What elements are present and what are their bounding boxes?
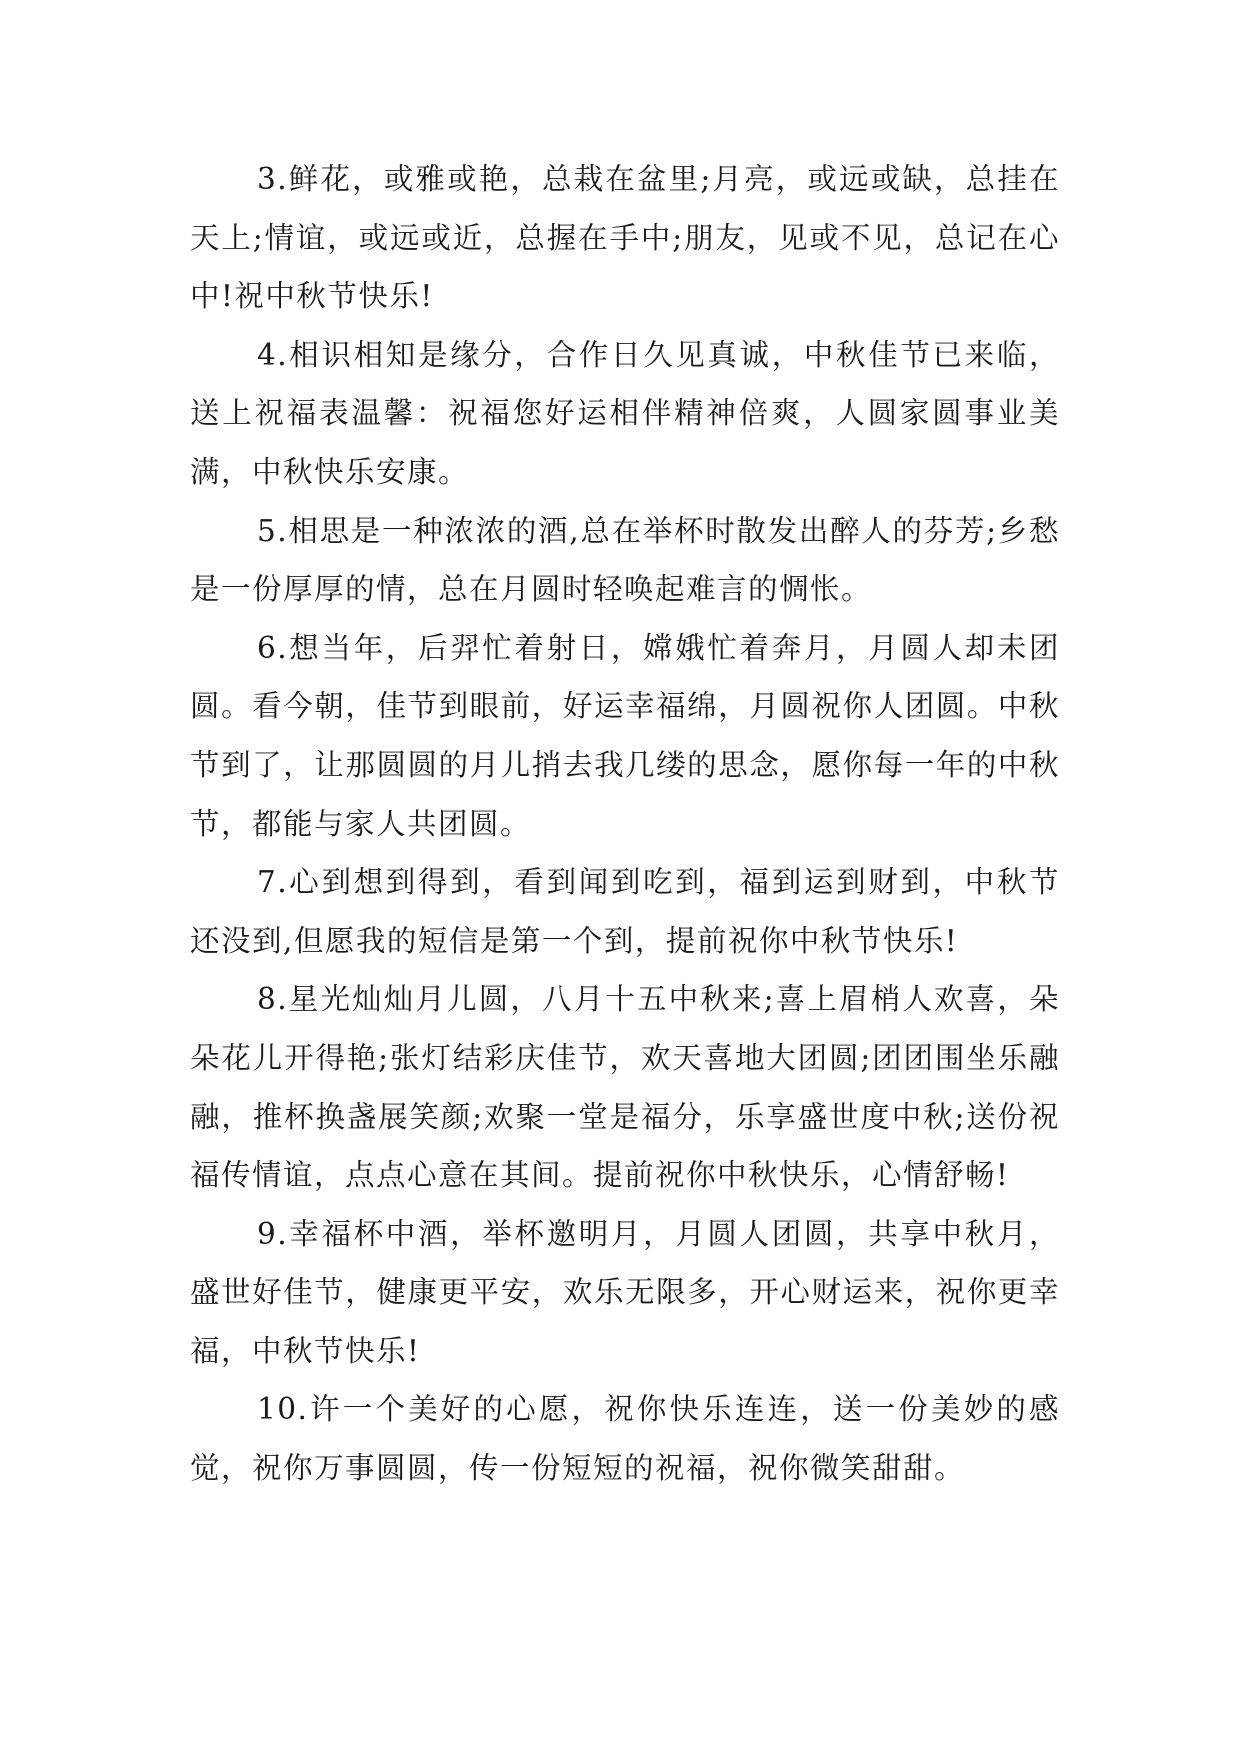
paragraph-6: 6.想当年，后羿忙着射日，嫦娥忙着奔月，月圆人却未团圆。看今朝，佳节到眼前，好运幸福绵，月圆祝你人团圆。中秋节到了，让那圆圆的月儿捎去我几缕的思念，愿你每一年的中秋节，都能与家人共团圆。 [190,630,1060,841]
paragraph-4: 4.相识相知是缘分，合作日久见真诚，中秋佳节已来临，送上祝福表温馨：祝福您好运相伴精神倍爽，人圆家圆事业美满，中秋快乐安康。 [190,337,1060,489]
paragraph-7: 7.心到想到得到，看到闻到吃到，福到运到财到，中秋节还没到,但愿我的短信是第一个到，提前祝你中秋节快乐! [190,865,1060,958]
paragraph-5: 5.相思是一种浓浓的酒,总在举杯时散发出醉人的芬芳;乡愁是一份厚厚的情，总在月圆时轻唤起难言的惆怅。 [190,513,1060,607]
paragraph-8: 8.星光灿灿月儿圆，八月十五中秋来;喜上眉梢人欢喜，朵朵花儿开得艳;张灯结彩庆佳节，欢天喜地大团圆;团团围坐乐融融，推杯换盏展笑颜;欢聚一堂是福分，乐享盛世度中秋;送份祝福传情谊，点点心意在其间。提前祝你中秋快乐，心情舒畅! [190,982,1060,1193]
paragraph-3: 3.鲜花，或雅或艳，总栽在盆里;月亮，或远或缺，总挂在天上;情谊，或远或近，总握在手中;朋友，见或不见，总记在心中!祝中秋节快乐! [190,162,1060,314]
paragraph-10: 10.许一个美好的心愿，祝你快乐连连，送一份美妙的感觉，祝你万事圆圆，传一份短短的祝福，祝你微笑甜甜。 [190,1392,1060,1486]
paragraph-9: 9.幸福杯中酒，举杯邀明月，月圆人团圆，共享中秋月，盛世好佳节，健康更平安，欢乐无限多，开心财运来，祝你更幸福，中秋节快乐! [190,1216,1060,1368]
document-page [190,150,1060,1498]
